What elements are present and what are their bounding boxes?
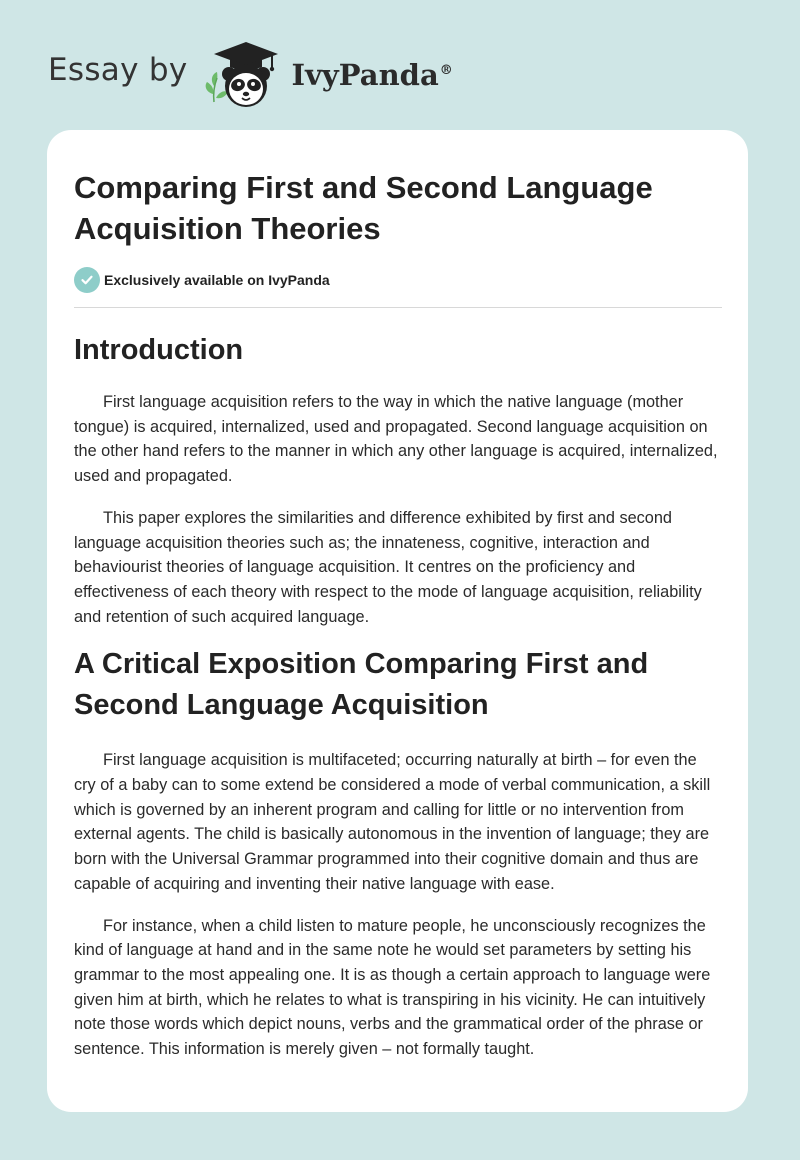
divider — [74, 307, 722, 308]
exclusive-badge — [74, 267, 722, 293]
panda-graduate-icon — [202, 34, 292, 114]
paragraph: First language acquisition refers to the way in which the native language (mother tongue) is acquired, internalized, used and propagated. Second language acquisition on the other hand refers to the manner in which any other language is acquired, internalized, used and propagated. — [74, 393, 718, 486]
registered-mark: ® — [439, 63, 453, 79]
section-heading-introduction: Introduction — [74, 334, 244, 366]
article-card — [47, 130, 748, 1112]
paragraph: First language acquisition is multifaceted; occurring naturally at birth – for even the cry of a baby can to some extend be considered a mode of verbal communication, a skill which is governed by an inherent program and calling for little or no intervention from external agents. The child is basically autonomous in the invention of language; they are born with the Universal Grammar programmed into their cognitive domain and thus are capable of acquiring and inventing their native language with ease. — [74, 751, 711, 893]
paragraph: This paper explores the similarities and difference exhibited by first and second language acquisition theories such as; the innateness, cognitive, interaction and behaviourist theories of language acquisition. It centres on the proficiency and effectiveness of each theory with respect to the mode of language acquisition, reliability and retention of such acquired language. — [74, 508, 702, 626]
exclusive-label: Exclusively available on IvyPanda — [104, 272, 330, 288]
check-icon — [74, 267, 100, 293]
brand-prefix: Essay by — [48, 52, 188, 88]
brand-name — [292, 58, 453, 92]
section-heading-critical-exposition: A Critical Exposition Comparing First and Second Language Acquisition — [74, 648, 649, 722]
brand-header[interactable] — [48, 34, 453, 114]
brand-name-text: IvyPanda — [291, 58, 439, 92]
paragraph: For instance, when a child listen to mature people, he unconsciously recognizes the kind of language at hand and in the same note he would set parameters by setting his grammar to the most appealing one. It is as though a certain approach to language were given him at birth, which he relates to what is transpiring in his vicinity. He can intuitively note those words which depict nouns, verbs and the grammatical order of the phrase or sentence. This information is merely given – not formally taught. — [74, 916, 711, 1059]
article-title: Comparing First and Second Language Acquisition Theories — [74, 170, 653, 246]
